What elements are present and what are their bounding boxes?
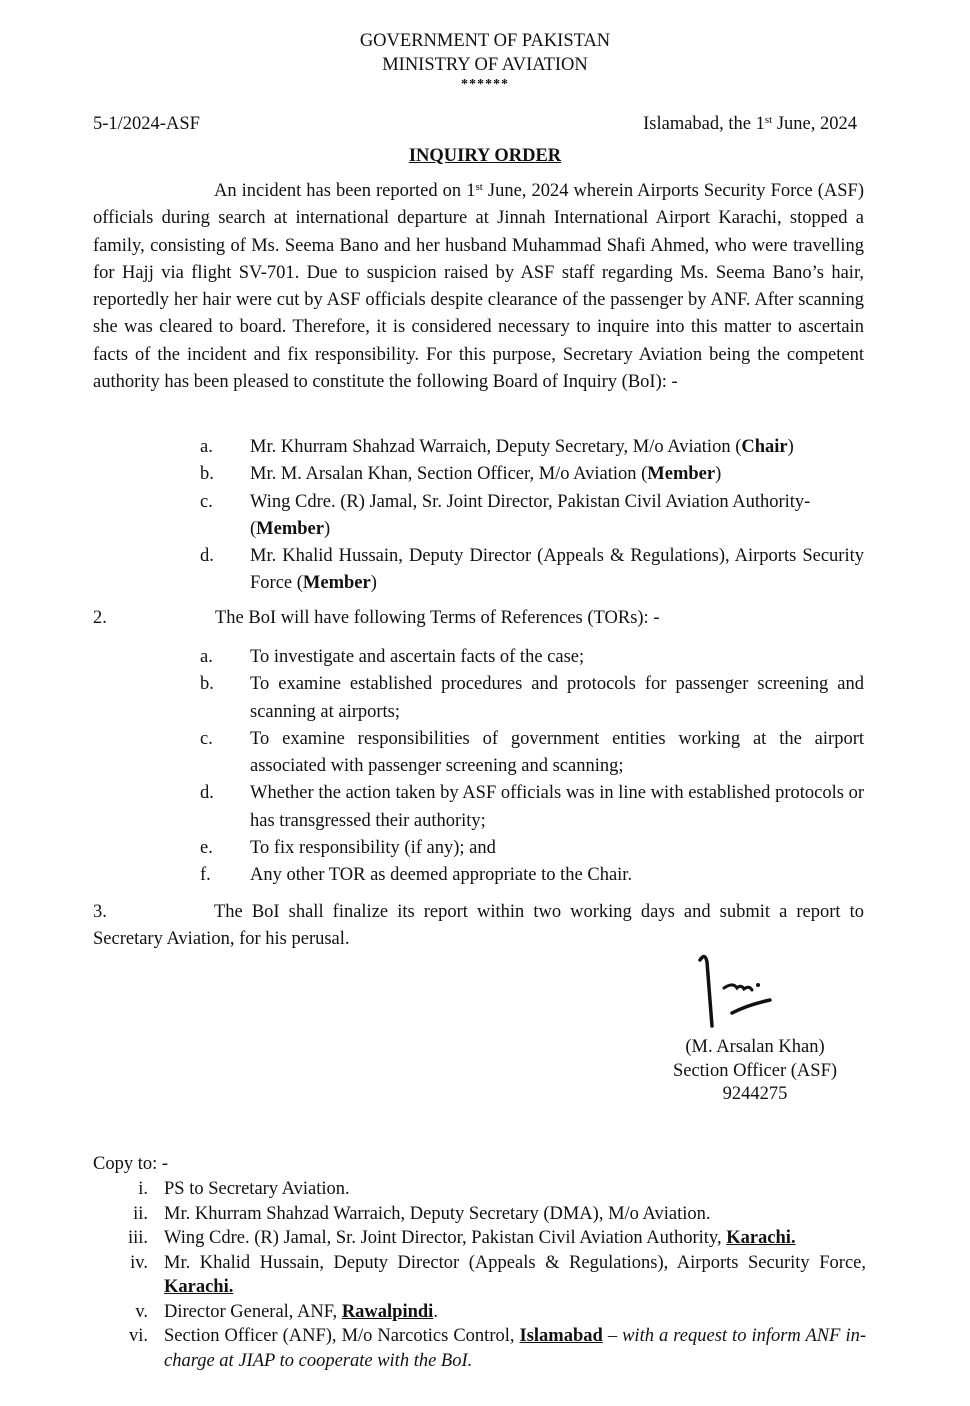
copy-recipient: ii. Mr. Khurram Shahzad Warraich, Deputy Secretary (DMA), M/o Aviation. [133,1203,711,1224]
copy-recipient: vi. Section Officer (ANF), M/o Narcotics Control, Islamabad – with a request to inform ANF in-charge at JIAP to cooperate with the BoI. [128,1326,866,1371]
section-2-number: 2. [93,608,107,628]
copy-to-label: Copy to: - [93,1154,169,1174]
copy-recipient: v. Director General, ANF, Rawalpindi. [135,1301,438,1322]
recipient-location: Karachi. [726,1228,796,1248]
signatory-name: (M. Arsalan Khan) [685,1037,825,1057]
board-member: c. Wing Cdre. (R) Jamal, Sr. Joint Director, Pakistan Civil Aviation Authority- (Member) [200,491,811,539]
signature-icon [697,950,787,1035]
board-member: a. Mr. Khurram Shahzad Warraich, Deputy Secretary, M/o Aviation (Chair) [200,437,794,457]
recipient-location: Rawalpindi [341,1301,434,1322]
signatory-designation: Section Officer (ASF) [672,1060,838,1081]
tor-item: a. To investigate and ascertain facts of the case; [200,647,585,667]
section-3-text: The BoI shall finalize its report within two working days and submit a report to Secretary Aviation, for his perusal. [93,902,864,950]
header-separator: ****** [461,77,509,92]
tor-item: d. Whether the action taken by ASF officials was in line with established protocols or has transgressed their authority; [200,783,864,831]
tor-item: f. Any other TOR as deemed appropriate to the Chair. [200,865,633,886]
copy-recipient: i. PS to Secretary Aviation. [138,1179,350,1199]
section-2-intro: The BoI will have following Terms of References (TORs): - [215,608,660,628]
header-ministry: MINISTRY OF AVIATION [382,55,588,75]
tor-item: c. To examine responsibilities of government entities working at the airport associated with passenger screening and scanning; [200,728,864,777]
signatory-phone: 9244275 [722,1084,788,1104]
copy-recipient: iii. Wing Cdre. (R) Jamal, Sr. Joint Director, Pakistan Civil Aviation Authority, Karachi. [127,1228,796,1248]
board-member: b. Mr. M. Arsalan Khan, Section Officer, M/o Aviation (Member) [200,464,722,485]
issue-date: Islamabad, the 1st June, 2024 [643,114,857,134]
board-member-list [200,434,864,598]
board-member: d. Mr. Khalid Hussain, Deputy Director (Appeals & Regulations), Airports Security Force (Member) [200,546,864,594]
copy-to-list [110,1177,866,1373]
recipient-location: Islamabad [519,1326,603,1346]
recipient-note: with a request to inform ANF in-charge at JIAP to cooperate with the BoI. [164,1326,866,1371]
document-title: INQUIRY ORDER [408,146,562,166]
copy-recipient: iv. Mr. Khalid Hussain, Deputy Director (Appeals & Regulations), Airports Security Force, Karachi. [130,1252,866,1297]
reference-number: 5-1/2024-ASF [93,114,200,134]
paragraph-1: An incident has been reported on 1st June, 2024 wherein Airports Security Force (ASF) officials during search at international departure at Jinnah International Airport Karachi, stopped a family, consisting of Ms. Seema Bano and her husband Muhammad Shafi Ahmed, who were travelling for Hajj via flight SV-701. Due to suspicion raised by ASF staff regarding Ms. Seema Bano’s hair, reportedly her hair were cut by ASF officials despite clearance of the passenger by ANF. After scanning she was cleared to board. Therefore, it is considered necessary to inquire into this matter to ascertain facts of the incident and fix responsibility. For this purpose, Secretary Aviation being the competent authority has been pleased to constitute the following Board of Inquiry (BoI): - [93,181,865,393]
signature-block [640,1036,870,1107]
recipient-location: Karachi. [164,1277,234,1297]
section-3-number: 3. [93,902,107,922]
tor-list [200,644,864,890]
header-government: GOVERNMENT OF PAKISTAN [359,31,611,51]
tor-item: e. To fix responsibility (if any); and [200,838,496,859]
tor-item: b. To examine established procedures and protocols for passenger screening and scanning at airports; [200,674,864,722]
